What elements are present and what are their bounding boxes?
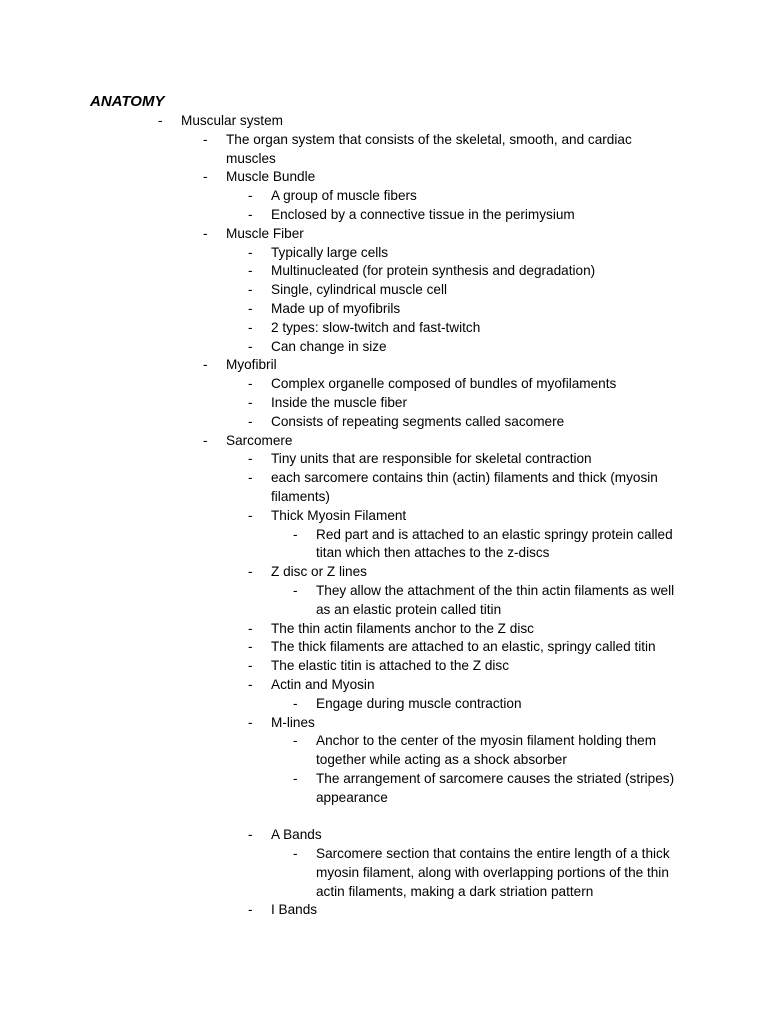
outline-item-text: Sarcomere: [226, 432, 293, 448]
bullet-dash: -: [293, 526, 298, 542]
outline-item-text: A Bands: [271, 827, 322, 843]
bullet-dash: -: [203, 432, 208, 448]
outline-list: [0, 112, 768, 920]
outline-item-text: Sarcomere section that contains the entire length of a thick myosin filament, along with overlapping portions of the thin actin filaments, making a dark striation pattern: [316, 846, 670, 899]
outline-item-text: Can change in size: [271, 338, 387, 354]
outline-item-text: Actin and Myosin: [271, 676, 375, 692]
outline-item-level-4: [0, 732, 768, 770]
bullet-dash: -: [248, 827, 253, 843]
bullet-dash: -: [248, 206, 253, 222]
outline-item-text: Made up of myofibrils: [271, 300, 401, 316]
bullet-dash: -: [203, 169, 208, 185]
bullet-dash: -: [248, 376, 253, 392]
outline-item-level-3: [0, 469, 768, 507]
bullet-dash: -: [248, 282, 253, 298]
outline-item-text: A group of muscle fibers: [271, 188, 417, 204]
bullet-dash: -: [248, 620, 253, 636]
outline-item-level-3: [0, 450, 768, 469]
outline-item-level-3: [0, 620, 768, 639]
outline-item-level-3: [0, 262, 768, 281]
bullet-dash: -: [248, 507, 253, 523]
bullet-dash: -: [293, 695, 298, 711]
document-title: ANATOMY: [90, 93, 165, 110]
outline-item-level-1: [0, 112, 768, 131]
outline-item-level-2: [0, 131, 768, 169]
outline-item-text: Typically large cells: [271, 244, 389, 260]
outline-item-text: 2 types: slow-twitch and fast-twitch: [271, 319, 481, 335]
outline-item-level-3: [0, 507, 768, 526]
outline-item-text: Engage during muscle contraction: [316, 695, 522, 711]
bullet-dash: -: [248, 658, 253, 674]
outline-item-text: M-lines: [271, 714, 315, 730]
outline-item-text: Inside the muscle fiber: [271, 394, 408, 410]
outline-item-text: Thick Myosin Filament: [271, 507, 407, 523]
outline-item-text: each sarcomere contains thin (actin) filaments and thick (myosin filaments): [271, 470, 658, 504]
bullet-dash: -: [248, 676, 253, 692]
outline-item-text: Multinucleated (for protein synthesis and degradation): [271, 263, 596, 279]
bullet-dash: -: [248, 244, 253, 260]
outline-item-level-2: [0, 225, 768, 244]
bullet-dash: -: [248, 470, 253, 486]
outline-item-level-3: [0, 657, 768, 676]
bullet-dash: -: [248, 338, 253, 354]
outline-item-text: Z disc or Z lines: [271, 564, 367, 580]
outline-item-level-4: [0, 845, 768, 901]
outline-item-level-3: [0, 281, 768, 300]
outline-item-level-3: [0, 676, 768, 695]
outline-item-text: I Bands: [271, 902, 318, 918]
bullet-dash: -: [248, 300, 253, 316]
outline-item-level-4: [0, 695, 768, 714]
outline-item-text: Enclosed by a connective tissue in the perimysium: [271, 206, 575, 222]
bullet-dash: -: [248, 451, 253, 467]
outline-item-level-4: [0, 582, 768, 620]
outline-item-text: The elastic titin is attached to the Z disc: [271, 658, 510, 674]
outline-item-level-4: [0, 770, 768, 808]
bullet-dash: -: [248, 564, 253, 580]
outline-item-text: The thick filaments are attached to an elastic, springy called titin: [271, 639, 656, 655]
outline-item-level-3: [0, 394, 768, 413]
outline-item-level-3: [0, 300, 768, 319]
outline-item-text: The arrangement of sarcomere causes the striated (stripes) appearance: [316, 770, 675, 805]
bullet-dash: -: [248, 413, 253, 429]
bullet-dash: -: [248, 714, 253, 730]
outline-item-text: Red part and is attached to an elastic springy protein called titan which then attaches to the z-discs: [316, 526, 673, 561]
outline-item-text: Consists of repeating segments called sacomere: [271, 413, 565, 429]
outline-item-level-3: [0, 413, 768, 432]
outline-item-text: Anchor to the center of the myosin filament holding them together while acting as a shock absorber: [316, 733, 657, 768]
outline-item-level-3: [0, 319, 768, 338]
outline-item-text: Myofibril: [226, 357, 277, 373]
outline-item-text: Tiny units that are responsible for skeletal contraction: [271, 451, 592, 467]
outline-item-text: They allow the attachment of the thin actin filaments as well as an elastic protein called titin: [316, 582, 675, 617]
outline-item-text: Complex organelle composed of bundles of myofilaments: [271, 376, 617, 392]
outline-item-text: Muscle Fiber: [226, 225, 304, 241]
bullet-dash: -: [203, 131, 208, 147]
blank-line: [0, 807, 768, 826]
outline-item-level-3: [0, 714, 768, 733]
bullet-dash: -: [248, 902, 253, 918]
outline-item-level-3: [0, 375, 768, 394]
outline-item-text: Muscle Bundle: [226, 169, 316, 185]
outline-item-text: Single, cylindrical muscle cell: [271, 282, 448, 298]
outline-item-level-4: [0, 526, 768, 564]
outline-item-text: Muscular system: [181, 113, 283, 128]
bullet-dash: -: [248, 394, 253, 410]
bullet-dash: -: [203, 357, 208, 373]
bullet-dash: -: [248, 188, 253, 204]
bullet-dash: -: [293, 770, 298, 786]
outline-item-level-3: [0, 563, 768, 582]
outline-item-level-3: [0, 901, 768, 920]
outline-item-level-2: [0, 356, 768, 375]
outline-item-level-3: [0, 826, 768, 845]
outline-item-text: The thin actin filaments anchor to the Z disc: [271, 620, 534, 636]
bullet-dash: -: [293, 582, 298, 598]
bullet-dash: -: [293, 846, 298, 862]
bullet-dash: -: [248, 639, 253, 655]
bullet-dash: -: [203, 225, 208, 241]
bullet-dash: -: [158, 113, 163, 128]
outline-item-text: The organ system that consists of the skeletal, smooth, and cardiac muscles: [226, 131, 632, 166]
outline-item-level-3: [0, 338, 768, 357]
outline-item-level-2: [0, 168, 768, 187]
outline-item-level-3: [0, 206, 768, 225]
outline-item-level-3: [0, 187, 768, 206]
outline-item-level-3: [0, 638, 768, 657]
bullet-dash: -: [293, 733, 298, 749]
outline-item-level-3: [0, 244, 768, 263]
bullet-dash: -: [248, 319, 253, 335]
outline-item-level-2: [0, 432, 768, 451]
bullet-dash: -: [248, 263, 253, 279]
